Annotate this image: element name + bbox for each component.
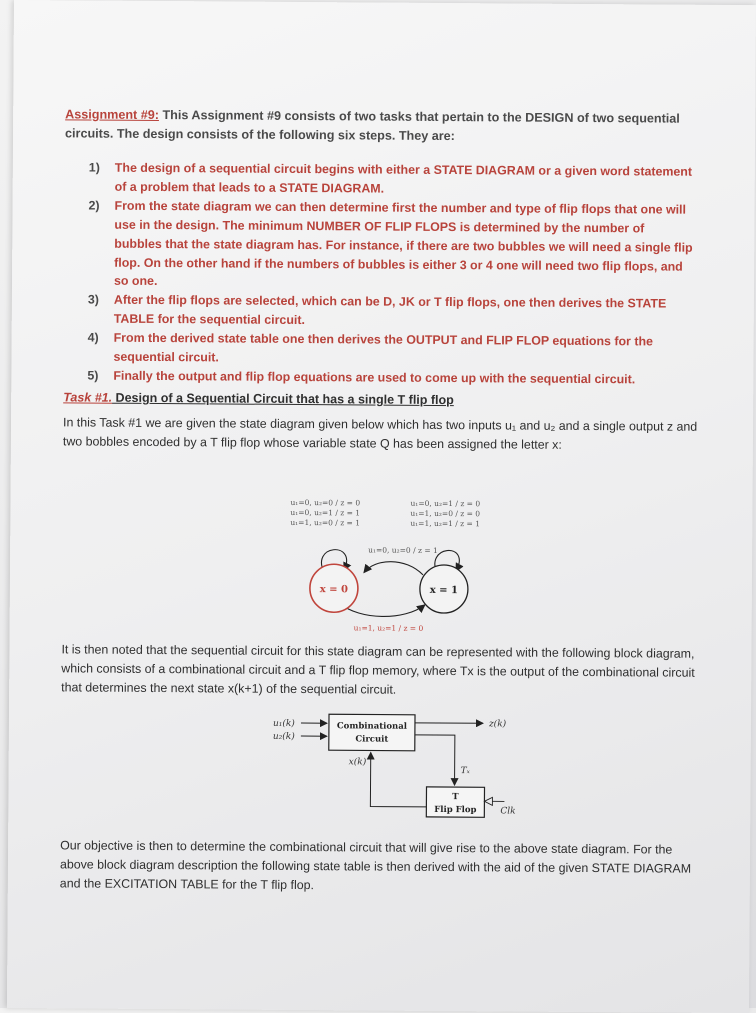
- transition-0-to-1-label: u₁=1, u₂=1 / z = 0: [354, 623, 424, 632]
- transition-1-to-0-arc: [364, 561, 423, 574]
- self-loop-0-label: u₁=0, u₂=1 / z = 1: [290, 508, 360, 517]
- combinational-label-1: Combinational: [337, 721, 408, 731]
- transition-0-to-1-arc: [340, 603, 425, 616]
- ff-label-flipflop: Flip Flop: [434, 805, 476, 815]
- steps-list: [63, 158, 695, 389]
- document-page: [7, 0, 756, 1013]
- step-item: [65, 158, 695, 200]
- input-u2-label: u₂(k): [273, 731, 295, 742]
- self-loop-1-label: u₁=1, u₂=0 / z = 0: [410, 509, 480, 518]
- step-item: [64, 291, 694, 333]
- task-heading: [63, 390, 454, 407]
- step-number: 4): [88, 329, 99, 348]
- step-number: 1): [89, 159, 100, 178]
- input-u1-label: u₁(k): [273, 718, 295, 729]
- block-diagram: [258, 712, 539, 824]
- step-number: 2): [88, 196, 99, 215]
- step-text: From the derived state table one then derives the OUTPUT and FLIP FLOP equations for the sequential circuit.: [113, 331, 653, 365]
- task-label: Task #1.: [63, 390, 112, 404]
- step-text: The design of a sequential circuit begins with either a STATE DIAGRAM or a given word statement of a problem that leads to a STATE DIAGRAM.: [115, 161, 692, 196]
- assignment-label: Assignment #9:: [65, 107, 159, 122]
- ff-label-t: T: [452, 792, 459, 802]
- step-number: 5): [87, 366, 98, 385]
- state-1-label: x = 1: [430, 585, 458, 596]
- intro-paragraph: [65, 105, 705, 147]
- step-item: [64, 196, 695, 295]
- state-0-label: x = 0: [320, 584, 348, 595]
- self-loop-1-label: u₁=1, u₂=1 / z = 1: [410, 519, 480, 528]
- tx-label: Tₓ: [461, 766, 471, 776]
- step-item: [63, 366, 693, 389]
- self-loop-1-label: u₁=0, u₂=1 / z = 0: [410, 499, 480, 508]
- clk-label: Clk: [500, 806, 515, 816]
- task-title: Design of a Sequential Circuit that has a single T flip flop: [112, 391, 454, 407]
- intro-text: This Assignment #9 consists of two tasks that pertain to the DESIGN of two sequential circuits. The design consists of the following six steps. They are:: [65, 108, 680, 143]
- combinational-label-2: Circuit: [355, 734, 388, 744]
- self-loop-0-label: u₁=1, u₂=0 / z = 1: [290, 518, 360, 527]
- state-diagram: [280, 492, 541, 634]
- task-paragraph-1: In this Task #1 we are given the state diagram given below which has two inputs u₁ and u₂ and a single output z and two bobbles encoded by a T flip flop whose variable state Q has been assigned the letter x:: [63, 413, 703, 455]
- transition-1-to-0-label: u₁=0, u₂=0 / z = 1: [368, 545, 438, 554]
- self-loop-0-label: u₁=0, u₂=0 / z = 0: [290, 498, 360, 507]
- step-item: [63, 329, 693, 371]
- output-z-label: z(k): [488, 718, 507, 729]
- step-number: 3): [88, 291, 99, 310]
- task-paragraph-2: It is then noted that the sequential circuit for this state diagram can be represented with the following block diagram, which consists of a combinational circuit and a T flip flop memory, where Tx is the output of the combinational circuit that determines the next state x(k+1) of the sequential circuit.: [61, 640, 701, 701]
- state-x-label: x(k): [349, 756, 367, 767]
- step-text: From the state diagram we can then determine first the number and type of flip flops that one will use in the design. The minimum NUMBER OF FLIP FLOPS is determined by the number of bubbles that the state diagram has. For instance, if there are two bubbles we will need a single flip flop. On the other hand if the numbers of bubbles is either 3 or 4 one will need two flip flops, and so one.: [114, 199, 693, 289]
- step-text: Finally the output and flip flop equations are used to come up with the sequential circuit.: [113, 369, 635, 387]
- step-text: After the flip flops are selected, which can be D, JK or T flip flops, one then derives the STATE TABLE for the sequential circuit.: [114, 293, 667, 327]
- combinational-circuit-block: [329, 714, 415, 751]
- task-paragraph-3: Our objective is then to determine the combinational circuit that will give rise to the above state diagram. For the above block diagram description the following state table is then derived with the aid of the given STATE DIAGRAM and the EXCITATION TABLE for the T flip flop.: [60, 836, 700, 897]
